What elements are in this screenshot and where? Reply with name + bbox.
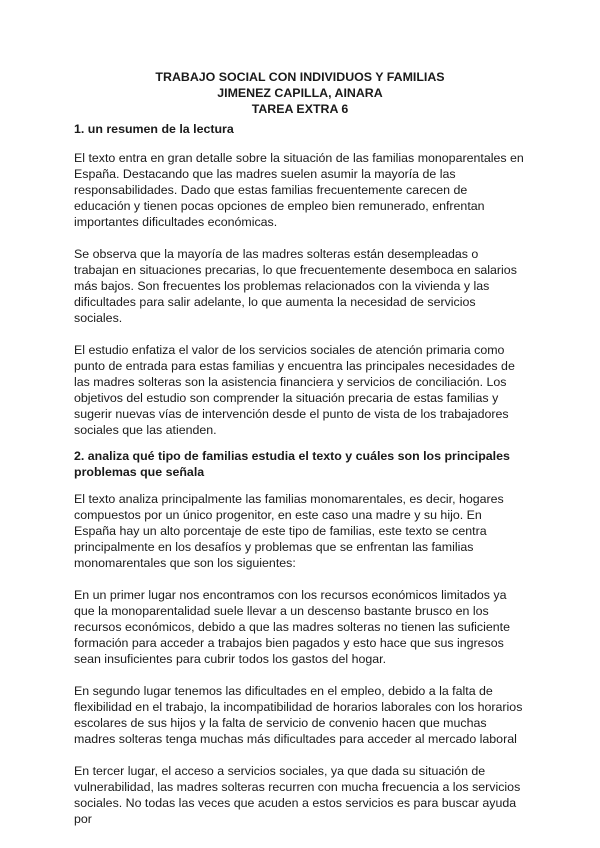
header-assignment-title: TAREA EXTRA 6 (251, 102, 349, 116)
section-1-title: 1. un resumen de la lectura (74, 122, 234, 136)
section-2-paragraph-4: En tercer lugar, el acceso a servicios sociales, ya que dada su situación de vulnerabilidad, las madres solteras recurren con mucha frecuencia a los servicios sociales. No todas las veces que acuden a estos servicios es para buscar ayuda por (74, 764, 521, 826)
section-2-title: 2. analiza qué tipo de familias estudia el texto y cuáles son los principales problemas que señala (74, 449, 510, 479)
section-2-paragraph-3: En segundo lugar tenemos las dificultades en el empleo, debido a la falta de flexibilidad en el trabajo, la incompatibilidad de horarios laborales con los horarios escolares de sus hijos y la falta de servicio de convenio hacen que muchas madres solteras tenga muchas más dificultades para acceder al mercado laboral (74, 684, 523, 746)
section-1-paragraph-2: Se observa que la mayoría de las madres solteras están desempleadas o trabajan en situaciones precarias, lo que frecuentemente desemboca en salarios más bajos. Son frecuentes los problemas relacionados con la vivienda y las dificultades para salir adelante, lo que aumenta la necesidad de servicios sociales. (74, 247, 517, 325)
document-body (74, 121, 526, 843)
header-course-title: TRABAJO SOCIAL CON INDIVIDUOS Y FAMILIAS (155, 70, 445, 84)
header-author-name: JIMENEZ CAPILLA, AINARA (217, 86, 383, 100)
section-2-paragraph-2: En un primer lugar nos encontramos con los recursos económicos limitados ya que la monoparentalidad suele llevar a un descenso bastante brusco en los recursos económicos, debido a que las madres solteras no tienen las suficiente formación para acceder a trabajos bien pagados y esto hace que sus ingresos sean insuficientes para cubrir todos los gastos del hogar. (74, 588, 510, 666)
section-1-paragraph-1: El texto entra en gran detalle sobre la situación de las familias monoparentales en España. Destacando que las madres suelen asumir la mayoría de las responsabilidades. Dado que estas familias frecuentemente carecen de educación y tienen pocas opciones de empleo bien remunerado, enfrentan importantes dificultades económicas. (74, 151, 524, 229)
document-header (0, 69, 600, 117)
section-1-paragraph-3: El estudio enfatiza el valor de los servicios sociales de atención primaria como punto de entrada para estas familias y encuentra las principales necesidades de las madres solteras son la asistencia financiera y servicios de conciliación. Los objetivos del estudio son comprender la situación precaria de estas familias y sugerir nuevas vías de intervención desde el punto de vista de los trabajadores sociales que las atienden. (74, 343, 515, 437)
section-2-paragraph-1: El texto analiza principalmente las familias monomarentales, es decir, hogares compuestos por un único progenitor, en este caso una madre y su hijo. En España hay un alto porcentaje de este tipo de familias, este texto se centra principalmente en los desafíos y problemas que se enfrentan las familias monomarentales que son los siguientes: (74, 492, 504, 570)
